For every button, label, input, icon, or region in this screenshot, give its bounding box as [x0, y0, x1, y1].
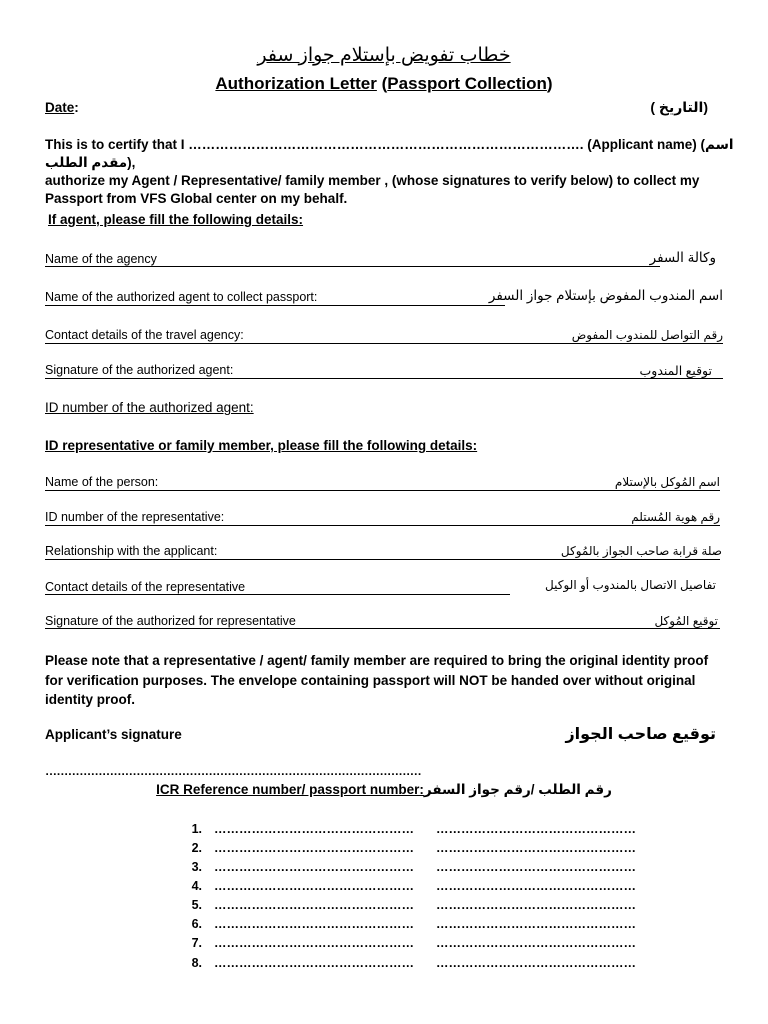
icr-row-number: 4.: [191, 879, 202, 893]
passport-number-field[interactable]: …………………………………………: [436, 898, 636, 912]
date-label-text: Date: [45, 100, 75, 115]
icr-row-number: 2.: [191, 841, 202, 855]
icr-reference-field[interactable]: …………………………………………: [214, 879, 414, 893]
person-name-label-arabic: اسم المُوكل بالإستلام: [614, 475, 720, 489]
representative-signature-line[interactable]: [45, 628, 720, 629]
relationship-label-arabic: صلة قرابة صاحب الجواز بالمُوكل: [560, 544, 722, 558]
agent-id-label: ID number of the authorized agent:: [45, 400, 254, 415]
agent-name-label-arabic: اسم المندوب المفوض بإستلام جواز السفر: [488, 288, 723, 303]
icr-reference-field[interactable]: …………………………………………: [214, 956, 414, 970]
agent-name-label: Name of the authorized agent to collect passport:: [45, 290, 318, 304]
icr-row-7: [180, 936, 636, 950]
passport-number-field[interactable]: …………………………………………: [436, 956, 636, 970]
certify-line-1: This is to certify that I ……………………………………………………………………………. (Applicant name) (اسم مقدم الطلب),: [45, 137, 734, 170]
icr-label-english: ICR Reference number/ passport number:: [156, 782, 424, 797]
icr-row-number: 5.: [191, 898, 202, 912]
agent-name-line[interactable]: [45, 305, 505, 306]
passport-number-field[interactable]: …………………………………………: [436, 879, 636, 893]
applicant-signature-label-arabic: توقيع صاحب الجواز: [565, 726, 716, 743]
title-english: [0, 74, 768, 94]
representative-contact-label: Contact details of the representative: [45, 580, 246, 594]
applicant-signature-label: Applicant’s signature: [45, 727, 182, 742]
note-line-2: for verification purposes. The envelope containing passport will NOT be handed over without original: [45, 672, 696, 688]
icr-row-1: [180, 822, 636, 836]
certify-line-2: authorize my Agent / Representative/ family member , (whose signatures to verify below) to collect my: [45, 173, 700, 188]
representative-contact-line[interactable]: [45, 594, 510, 595]
representative-signature-label-arabic: توقيع المُوكل: [654, 614, 718, 628]
date-colon: :: [74, 100, 79, 115]
icr-row-4: [180, 879, 636, 893]
passport-number-field[interactable]: …………………………………………: [436, 822, 636, 836]
applicant-signature-line[interactable]: ………………………………………………………………………………………: [45, 764, 422, 778]
date-label: [45, 100, 79, 115]
icr-label: [0, 782, 768, 798]
icr-row-5: [180, 898, 636, 912]
representative-signature-label: Signature of the authorized for representative: [45, 614, 296, 628]
icr-row-6: [180, 917, 636, 931]
title-english-paren-text: Passport Collection: [387, 74, 547, 93]
date-label-arabic: (التاريخ ): [650, 99, 708, 115]
representative-section-heading: ID representative or family member, please fill the following details:: [45, 438, 478, 453]
icr-row-2: [180, 841, 636, 855]
passport-number-field[interactable]: …………………………………………: [436, 841, 636, 855]
person-name-line[interactable]: [45, 490, 720, 491]
travel-agency-contact-label: Contact details of the travel agency:: [45, 328, 244, 342]
title-english-paren-close: ): [546, 74, 553, 93]
travel-agency-contact-line[interactable]: [45, 343, 723, 344]
relationship-line[interactable]: [45, 559, 720, 560]
agency-name-label: Name of the agency: [45, 252, 157, 266]
icr-row-number: 6.: [191, 917, 202, 931]
agent-signature-label-arabic: توقيع المندوب: [639, 364, 712, 378]
note-line-1: Please note that a representative / agent/ family member are required to bring the original identity proof: [45, 653, 709, 668]
passport-number-field[interactable]: …………………………………………: [436, 936, 636, 950]
note-paragraph: [45, 651, 735, 710]
person-name-label: Name of the person:: [45, 475, 159, 489]
certify-line-3: Passport from VFS Global center on my behalf.: [45, 191, 348, 206]
icr-reference-field[interactable]: …………………………………………: [214, 822, 414, 836]
title-english-paren-open: (: [376, 74, 388, 93]
travel-agency-contact-label-arabic: رقم التواصل للمندوب المفوض: [571, 328, 723, 342]
title-english-main: Authorization Letter: [215, 74, 377, 93]
passport-number-field[interactable]: …………………………………………: [436, 860, 636, 874]
icr-reference-field[interactable]: …………………………………………: [214, 841, 414, 855]
icr-label-arabic: رقم الطلب /رقم جواز السفر: [423, 782, 612, 797]
representative-contact-label-arabic: تفاصيل الاتصال بالمندوب أو الوكيل: [545, 578, 716, 592]
icr-row-number: 3.: [191, 860, 202, 874]
icr-reference-field[interactable]: …………………………………………: [214, 917, 414, 931]
passport-number-field[interactable]: …………………………………………: [436, 917, 636, 931]
agency-name-label-arabic: وكالة السفر: [649, 250, 716, 265]
representative-id-line[interactable]: [45, 525, 720, 526]
icr-reference-field[interactable]: …………………………………………: [214, 898, 414, 912]
agency-name-line[interactable]: [45, 266, 660, 267]
representative-id-label: ID number of the representative:: [45, 510, 225, 524]
representative-id-label-arabic: رقم هوية المُستلم: [631, 510, 720, 524]
icr-row-3: [180, 860, 636, 874]
title-arabic: خطاب تفويض بإستلام جواز سفر: [257, 45, 511, 66]
agent-signature-line[interactable]: [45, 378, 723, 379]
icr-row-number: 7.: [191, 936, 202, 950]
icr-row-8: [180, 956, 636, 970]
relationship-label: Relationship with the applicant:: [45, 544, 218, 558]
icr-reference-field[interactable]: …………………………………………: [214, 860, 414, 874]
icr-reference-field[interactable]: …………………………………………: [214, 936, 414, 950]
agent-signature-label: Signature of the authorized agent:: [45, 363, 234, 377]
note-line-3: identity proof.: [45, 692, 135, 707]
agent-section-heading: If agent, please fill the following details:: [48, 212, 304, 227]
icr-row-number: 8.: [191, 956, 202, 970]
icr-row-number: 1.: [191, 822, 202, 836]
certify-paragraph: [45, 136, 735, 208]
